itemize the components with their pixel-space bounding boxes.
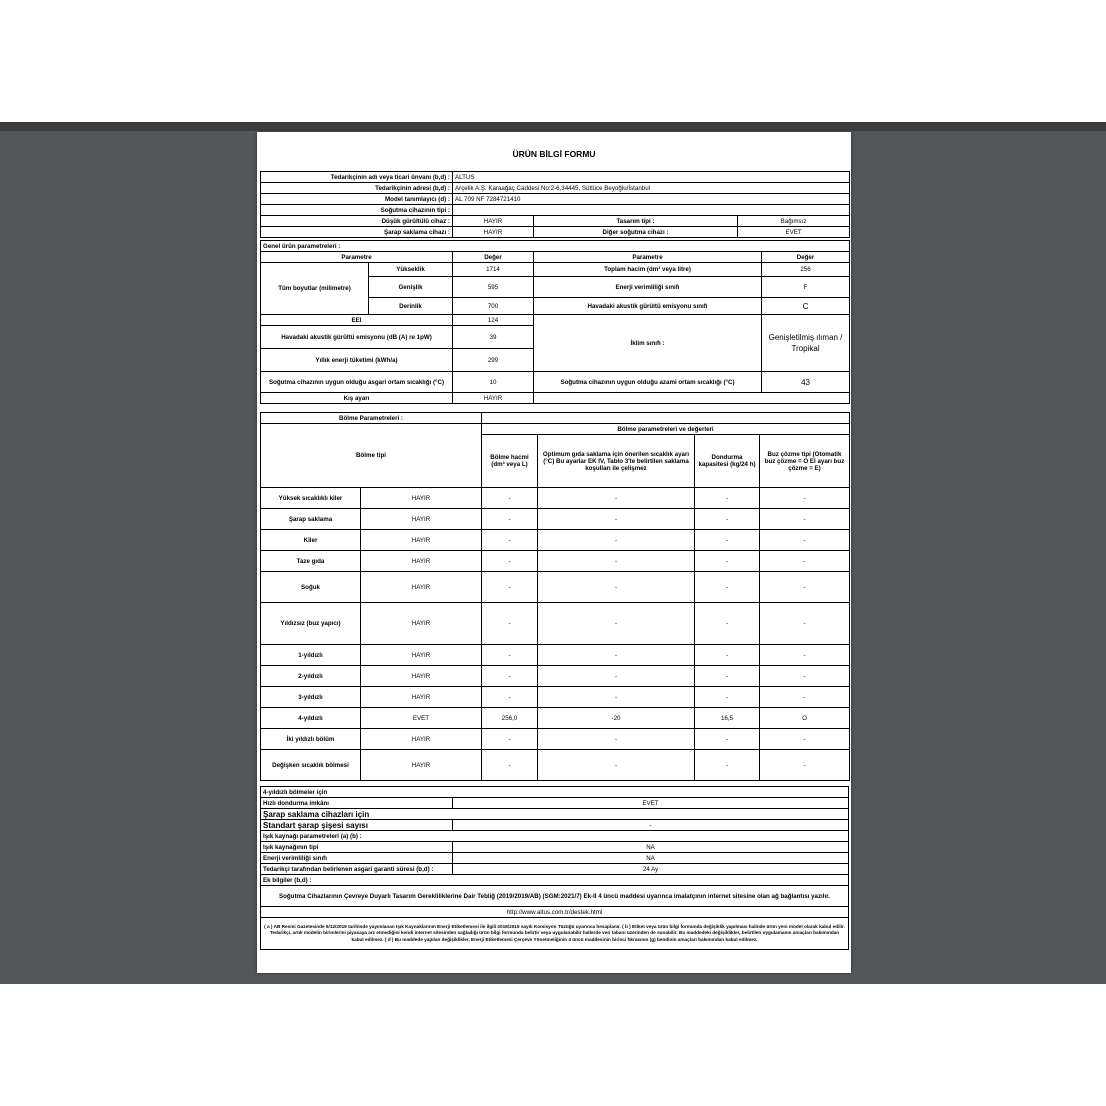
appliance-type-value	[453, 205, 850, 216]
compartment-freeze: -	[695, 572, 760, 603]
compartment-volume: -	[482, 750, 538, 781]
compartment-row	[261, 551, 850, 572]
viewer-toolbar-strip	[0, 122, 1106, 131]
width-label: Genişlik	[369, 277, 453, 298]
compartment-temp: -	[538, 603, 695, 645]
compartment-freeze: -	[695, 645, 760, 666]
min-temp-value: 10	[453, 372, 534, 393]
compartment-freeze: -	[695, 603, 760, 645]
compartment-present: HAYIR	[361, 729, 482, 750]
value-header: Değer	[453, 252, 534, 263]
compartment-volume: -	[482, 509, 538, 530]
extra-info-label: Ek bilgiler (b,d) :	[261, 875, 849, 886]
compartment-defrost: -	[760, 509, 850, 530]
design-type-label: Tasarım tipi :	[534, 216, 738, 227]
model-label: Model tanımlayıcı (d) :	[261, 194, 453, 205]
compartment-row	[261, 645, 850, 666]
noise-emission-label: Havadaki akustik gürültü emisyonu (dB (A) re 1pW)	[261, 326, 453, 349]
compartment-temp: -	[538, 729, 695, 750]
wine-bottles-label: Standart şarap şişesi sayısı	[261, 820, 453, 831]
general-section-label: Genel ürün parametreleri :	[261, 241, 850, 252]
compartment-defrost: -	[760, 750, 850, 781]
compartment-volume: -	[482, 572, 538, 603]
compartment-table	[260, 412, 850, 781]
compartment-present: HAYIR	[361, 666, 482, 687]
other-appliance-label: Diğer soğutma cihazı :	[534, 227, 738, 238]
eei-label: EEI	[261, 315, 453, 326]
support-link[interactable]: http://www.altus.com.tr/destek.html	[261, 907, 849, 918]
compartment-name: 4-yıldızlı	[261, 708, 361, 729]
compartment-temp: -	[538, 509, 695, 530]
compartment-row	[261, 572, 850, 603]
supplier-name-label: Tedarikçinin adı veya ticari ünvanı (b,d) :	[261, 172, 453, 183]
compartment-temp: -	[538, 666, 695, 687]
compartment-row	[261, 666, 850, 687]
energy-class-value: F	[762, 277, 850, 298]
winter-setting-label: Kış ayarı	[261, 393, 453, 404]
compartment-row	[261, 729, 850, 750]
general-params-table	[260, 240, 850, 404]
min-temp-label: Soğutma cihazının uygun olduğu asgari ortam sıcaklığı (°C)	[261, 372, 453, 393]
compartment-temp: -	[538, 572, 695, 603]
compartment-present: HAYIR	[361, 530, 482, 551]
height-label: Yükseklik	[369, 263, 453, 277]
compartment-volume: -	[482, 666, 538, 687]
compartment-temp: -20	[538, 708, 695, 729]
compartment-name: 1-yıldızlı	[261, 645, 361, 666]
param-header-2: Parametre	[534, 252, 762, 263]
max-temp-label: Soğutma cihazının uygun olduğu azami ortam sıcaklığı (°C)	[534, 372, 762, 393]
param-header: Parametre	[261, 252, 453, 263]
compartment-freeze: -	[695, 509, 760, 530]
extra-info-text: Soğutma Cihazlarının Çevreye Duyarlı Tasarım Gereklilikler​ine Dair Tebliğ (2019/2019/AB) (SGM:2021/7) Ek-II 4 üncü maddesi uyarınca imalatçının internet sitesine olan ağ bağlantısı yazılır.	[261, 886, 849, 907]
low-noise-value: HAYIR	[453, 216, 534, 227]
compartment-defrost: O	[760, 708, 850, 729]
noise-emission-value: 39	[453, 326, 534, 349]
compartment-rows	[261, 488, 850, 781]
compartment-defrost: -	[760, 687, 850, 708]
compartment-temp: -	[538, 551, 695, 572]
compartment-freeze: 16,5	[695, 708, 760, 729]
dimensions-label: Tüm boyutlar (milimetre)	[261, 263, 369, 315]
compartment-name: Değişken sıcaklık bölmesi	[261, 750, 361, 781]
empty-cell	[482, 413, 850, 424]
document-page	[257, 132, 851, 973]
supplier-name-value: ALTUS	[453, 172, 850, 183]
compartment-present: HAYIR	[361, 488, 482, 509]
compartment-freeze: -	[695, 666, 760, 687]
compartment-present: HAYIR	[361, 509, 482, 530]
eei-value: 124	[453, 315, 534, 326]
compartment-volume: -	[482, 530, 538, 551]
four-star-section-label: 4-yıldızlı bölmeler için	[261, 787, 849, 798]
depth-value: 700	[453, 298, 534, 315]
fast-freeze-value: EVET	[453, 798, 849, 809]
compartment-row	[261, 603, 850, 645]
appliance-type-label: Soğutma cihazının tipi :	[261, 205, 453, 216]
compartment-row	[261, 687, 850, 708]
compartment-row	[261, 708, 850, 729]
compartment-volume: -	[482, 645, 538, 666]
compartment-row	[261, 750, 850, 781]
supplier-address-value: Arçelik A.Ş. Karaağaç Caddesi No:2-6,34445, Sütlüce Beyoğlu/İstanbul	[453, 183, 850, 194]
empty-cell	[534, 393, 850, 404]
compartment-volume: -	[482, 687, 538, 708]
compartment-defrost: -	[760, 666, 850, 687]
model-value: AL 709 NF 7284721410	[453, 194, 850, 205]
compartment-row	[261, 509, 850, 530]
compartment-defrost: -	[760, 729, 850, 750]
compartment-freeze: -	[695, 687, 760, 708]
width-value: 595	[453, 277, 534, 298]
light-energy-label: Enerji verimliliği sınıfı	[261, 853, 453, 864]
guarantee-label: Tedarikçi tarafından belirlenen asgari garanti süresi (b,d) :	[261, 864, 453, 875]
wine-bottles-value: -	[453, 820, 849, 831]
compartment-temp: -	[538, 687, 695, 708]
energy-class-label: Enerji verimliliği sınıfı	[534, 277, 762, 298]
temp-header: Optimum gıda saklama için önerilen sıcaklık ayarı (°C) Bu ayarlar EK IV, Tablo 3'te belirtilen saklama koşulları ile çelişmez	[538, 435, 695, 488]
compartment-name: Kiler	[261, 530, 361, 551]
compartment-volume: 256,0	[482, 708, 538, 729]
compartment-present: HAYIR	[361, 750, 482, 781]
compartment-temp: -	[538, 488, 695, 509]
defrost-header: Buz çözme tipi (Otomatik buz çözme = O El ayarı buz çözme = E)	[760, 435, 850, 488]
compartment-present: EVET	[361, 708, 482, 729]
light-type-value: NA	[453, 842, 849, 853]
volume-header: Bölme hacmi (dm³ veya L)	[482, 435, 538, 488]
compartment-row	[261, 530, 850, 551]
compartment-name: Yıldızsız (buz yapıcı)	[261, 603, 361, 645]
wine-section-label: Şarap saklama cihazları için	[261, 809, 849, 820]
compartment-volume: -	[482, 488, 538, 509]
footnote: ( a ) AB Resmi Gazetesinde 5/12/2019 tarihinde yayımlanan Işık Kaynaklarının Enerji Etiketlemesi ile ilgili 2019/2015 sayılı Komisyon Tüzüğü uyarınca hesaplanır. ( b ) Etiket veya ürün bilgi formunda değişiklik yapılması halinde ürün yeni model olarak kabul edilir. Tedarikçi, artık modelin birimlerini piyasaya arz etmediğini kendi internet sitesinden sağladığı ürün bilgi formunda belirtir veya uygulanabilir hallerde veri tabanı üzerinden de sunabilir. Bu maddedeki değişiklikler, belirtilen uygulamanın amaçları bakımından kabul edilmez. ( d ) Bu maddede yapılan değişiklikler, Enerji Etiketlemesi Çerçeve Yönetmeliğinin 4 üncü maddesinin birinci fıkrasının (g) bendinin amaçları bakımından kabul edilmez.	[261, 918, 849, 950]
total-volume-value: 256	[762, 263, 850, 277]
compartment-defrost: -	[760, 530, 850, 551]
compartment-freeze: -	[695, 530, 760, 551]
compartment-group-header: Bölme parametreleri ve değerleri	[482, 424, 850, 435]
freeze-header: Dondurma kapasitesi (kg/24 h)	[695, 435, 760, 488]
compartment-freeze: -	[695, 551, 760, 572]
guarantee-value: 24 Ay	[453, 864, 849, 875]
compartment-defrost: -	[760, 572, 850, 603]
compartment-row	[261, 488, 850, 509]
compartment-present: HAYIR	[361, 603, 482, 645]
pdf-viewer-area[interactable]	[0, 122, 1106, 984]
compartment-name: 3-yıldızlı	[261, 687, 361, 708]
compartment-section-label: Bölme Parametreleri :	[261, 413, 482, 424]
light-energy-value: NA	[453, 853, 849, 864]
compartment-defrost: -	[760, 645, 850, 666]
annual-energy-label: Yıllık enerji tüketimi (kWh/a)	[261, 349, 453, 372]
compartment-name: İki yıldızlı bölüm	[261, 729, 361, 750]
light-section-label: Işık kaynağı parametreleri (a) (b) :	[261, 831, 849, 842]
annual-energy-value: 299	[453, 349, 534, 372]
compartment-defrost: -	[760, 488, 850, 509]
compartment-present: HAYIR	[361, 687, 482, 708]
compartment-name: Soğuk	[261, 572, 361, 603]
design-type-value: Bağımsız	[738, 216, 850, 227]
max-temp-value: 43	[762, 372, 850, 393]
compartment-volume: -	[482, 729, 538, 750]
fast-freeze-label: Hızlı dondurma imkânı	[261, 798, 453, 809]
supplier-address-label: Tedarikçinin adresi (b,d) :	[261, 183, 453, 194]
compartment-volume: -	[482, 603, 538, 645]
other-appliance-value: EVET	[738, 227, 850, 238]
depth-label: Derinlik	[369, 298, 453, 315]
form-title: ÜRÜN BİLGİ FORMU	[512, 149, 596, 159]
compartment-present: HAYIR	[361, 551, 482, 572]
compartment-name: Şarap saklama	[261, 509, 361, 530]
compartment-volume: -	[482, 551, 538, 572]
compartment-freeze: -	[695, 488, 760, 509]
supplier-table	[260, 171, 850, 238]
compartment-temp: -	[538, 750, 695, 781]
compartment-name: Yüksek sıcaklıklı kiler	[261, 488, 361, 509]
noise-class-label: Havadaki akustik gürültü emisyonu sınıfı	[534, 298, 762, 315]
value-header-2: Değer	[762, 252, 850, 263]
compartment-freeze: -	[695, 729, 760, 750]
noise-class-value: C	[762, 298, 850, 315]
height-value: 1714	[453, 263, 534, 277]
compartment-present: HAYIR	[361, 572, 482, 603]
low-noise-label: Düşük gürültülü cihaz :	[261, 216, 453, 227]
climate-value: Genişletilmiş ılıman / Tropikal	[762, 315, 850, 372]
compartment-type-header: Bölme tipi	[261, 424, 482, 488]
wine-appliance-label: Şarap saklama cihazı :	[261, 227, 453, 238]
compartment-name: 2-yıldızlı	[261, 666, 361, 687]
total-volume-label: Toplam hacim (dm³ veya litre)	[534, 263, 762, 277]
light-type-label: Işık kaynağının tipi	[261, 842, 453, 853]
climate-label: İklim sınıfı :	[534, 315, 762, 372]
lower-table	[260, 786, 849, 950]
compartment-defrost: -	[760, 551, 850, 572]
compartment-name: Taze gıda	[261, 551, 361, 572]
compartment-temp: -	[538, 645, 695, 666]
compartment-present: HAYIR	[361, 645, 482, 666]
compartment-temp: -	[538, 530, 695, 551]
compartment-freeze: -	[695, 750, 760, 781]
winter-setting-value: HAYIR	[453, 393, 534, 404]
compartment-defrost: -	[760, 603, 850, 645]
wine-appliance-value: HAYIR	[453, 227, 534, 238]
